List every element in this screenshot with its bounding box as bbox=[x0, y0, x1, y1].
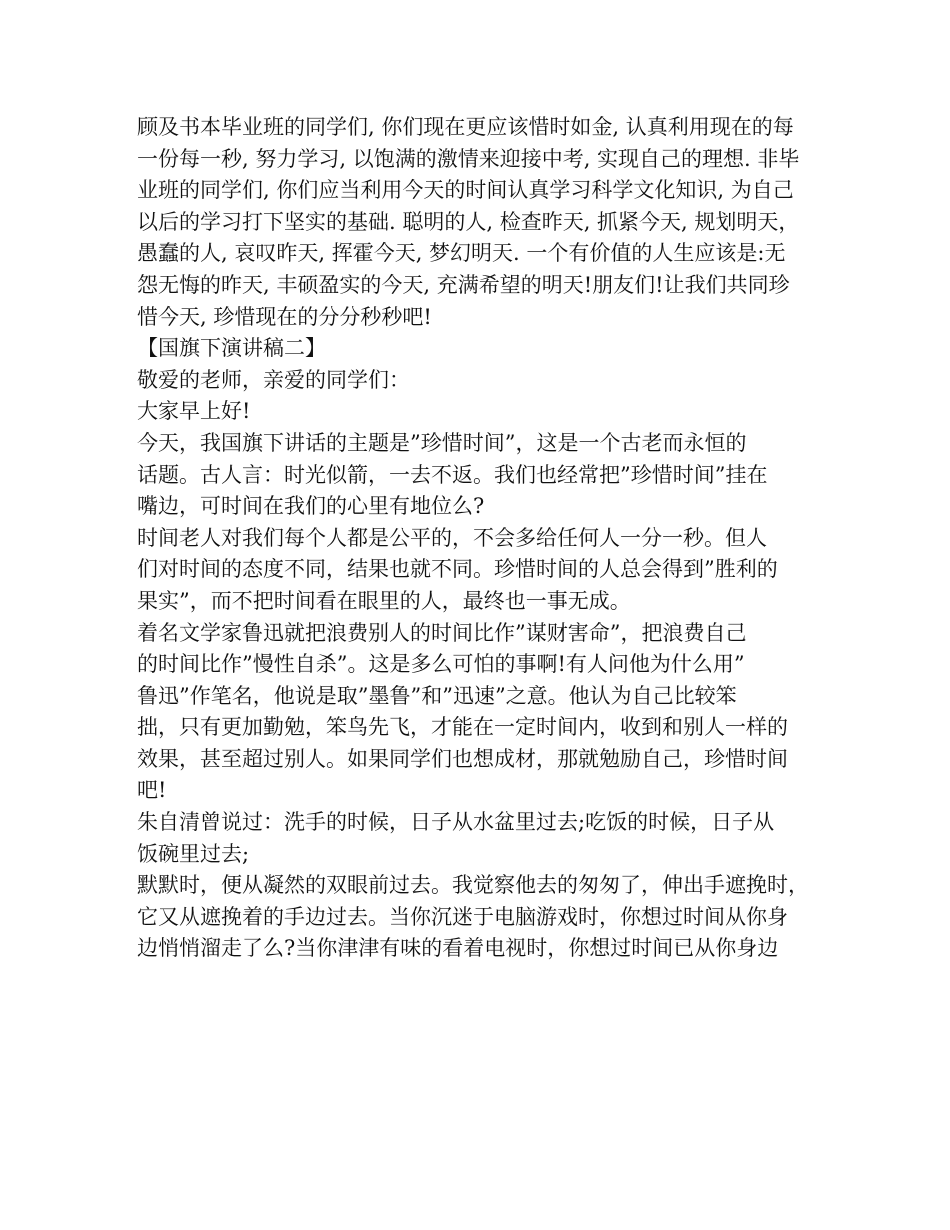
text-line: 话题。古人言：时光似箭，一去不返。我们也经常把”珍惜时间”挂在 bbox=[137, 462, 768, 487]
text-line: 拙，只有更加勤勉，笨鸟先飞，才能在一定时间内，收到和别人一样的 bbox=[137, 715, 788, 740]
text-line: 默默时，便从凝然的双眼前过去。我觉察他去的匆匆了，伸出手遮挽时， bbox=[137, 873, 809, 898]
text-line: 敬爱的老师，亲爱的同学们： bbox=[137, 367, 410, 392]
text-line: 时间老人对我们每个人都是公平的，不会多给任何人一分一秒。但人 bbox=[137, 525, 767, 550]
text-line: 以后的学习打下坚实的基础. 聪明的人, 检查昨天, 抓紧今天, 规划明天， bbox=[137, 209, 800, 234]
text-line: 们对时间的态度不同，结果也就不同。珍惜时间的人总会得到”胜利的 bbox=[137, 557, 778, 582]
text-line: 大家早上好! bbox=[137, 399, 251, 424]
text-line: 业班的同学们, 你们应当利用今天的时间认真学习科学文化知识, 为自己 bbox=[137, 178, 794, 203]
text-line: 鲁迅”作笔名，他说是取”墨鲁”和”迅速”之意。他认为自己比较笨 bbox=[137, 683, 737, 708]
text-line: 惜今天, 珍惜现在的分分秒秒吧! bbox=[137, 304, 432, 329]
text-line: 它又从遮挽着的手边过去。当你沉迷于电脑游戏时，你想过时间从你身 bbox=[137, 904, 788, 929]
text-line: 愚蠢的人, 哀叹昨天, 挥霍今天, 梦幻明天. 一个有价值的人生应该是:无 bbox=[137, 241, 786, 266]
text-line: 嘴边，可时间在我们的心里有地位么? bbox=[137, 494, 485, 519]
text-line: 吧! bbox=[137, 778, 167, 803]
text-line: 的时间比作”慢性自杀”。这是多么可怕的事啊!有人问他为什么用” bbox=[137, 652, 745, 677]
text-line: 边悄悄溜走了么?当你津津有味的看着电视时，你想过时间已从你身边 bbox=[137, 936, 779, 961]
text-line: 着名文学家鲁迅就把浪费别人的时间比作”谋财害命”，把浪费自己 bbox=[137, 620, 747, 645]
text-line: 效果，甚至超过别人。如果同学们也想成材，那就勉励自己，珍惜时间 bbox=[137, 746, 788, 771]
document-body bbox=[137, 112, 817, 965]
text-line: 一份每一秒, 努力学习, 以饱满的激情来迎接中考, 实现自己的理想. 非毕 bbox=[137, 146, 800, 171]
text-line: 今天，我国旗下讲话的主题是”珍惜时间”，这是一个古老而永恒的 bbox=[137, 430, 747, 455]
text-line: 朱自清曾说过：洗手的时候，日子从水盆里过去;吃饭的时候，日子从 bbox=[137, 810, 775, 835]
text-line: 饭碗里过去; bbox=[137, 841, 250, 866]
text-line: 顾及书本毕业班的同学们, 你们现在更应该惜时如金, 认真利用现在的每 bbox=[137, 115, 794, 139]
section-heading: 【国旗下演讲稿二】 bbox=[137, 336, 326, 361]
text-line: 果实”，而不把时间看在眼里的人，最终也一事无成。 bbox=[137, 588, 631, 613]
text-line: 怨无悔的昨天, 丰硕盈实的今天, 充满希望的明天!朋友们!让我们共同珍 bbox=[137, 272, 790, 297]
